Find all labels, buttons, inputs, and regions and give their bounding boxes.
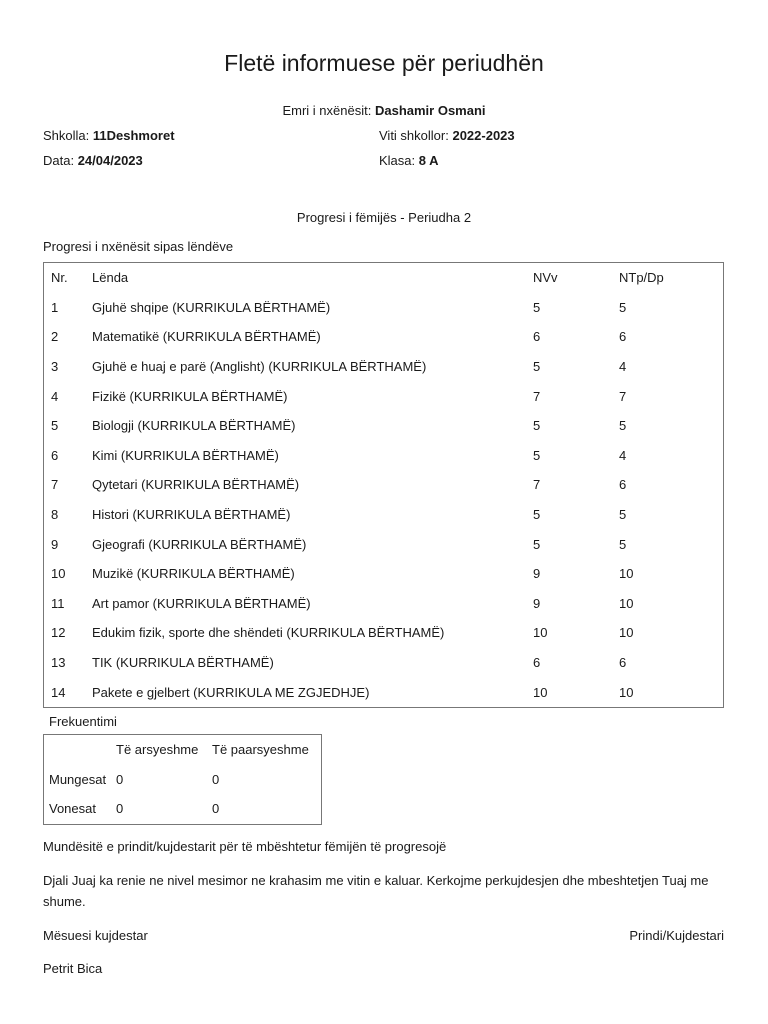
grade-row-subject: Qytetari (KURRIKULA BËRTHAMË) bbox=[92, 477, 300, 493]
grade-row-ntp: 10 bbox=[619, 595, 634, 611]
grade-row-number: 11 bbox=[51, 595, 65, 611]
grade-row-subject: Biologji (KURRIKULA BËRTHAMË) bbox=[92, 418, 296, 434]
grade-row-ntp: 6 bbox=[619, 655, 627, 671]
grades-row bbox=[44, 322, 724, 352]
attendance-header-row bbox=[44, 735, 322, 765]
school-year-value: 2022-2023 bbox=[452, 128, 515, 143]
grade-row-nvv: 5 bbox=[533, 536, 541, 552]
grade-row-nvv: 5 bbox=[533, 359, 541, 375]
grade-row-nvv: 5 bbox=[533, 299, 541, 315]
grades-row bbox=[44, 293, 724, 323]
grade-row-subject: Edukim fizik, sporte dhe shëndeti (KURRIKULA BËRTHAMË) bbox=[92, 625, 445, 641]
grades-row bbox=[44, 648, 724, 678]
grades-header-nr: Nr. bbox=[51, 270, 68, 286]
school-value: 11Deshmoret bbox=[92, 128, 175, 143]
grade-row-ntp: 4 bbox=[619, 359, 627, 375]
attendance-row-label: Mungesat bbox=[49, 771, 107, 787]
grade-row-number: 12 bbox=[51, 625, 66, 641]
grades-row bbox=[44, 500, 724, 530]
teacher-name: Petrit Bica bbox=[43, 961, 103, 976]
student-name-line bbox=[0, 103, 768, 118]
class-line bbox=[379, 153, 439, 168]
grade-row-number: 14 bbox=[51, 684, 66, 700]
grades-row bbox=[44, 441, 724, 471]
grade-row-nvv: 9 bbox=[533, 566, 541, 582]
grades-row bbox=[44, 411, 724, 441]
attendance-unjustified-value: 0 bbox=[212, 801, 220, 817]
grade-row-subject: Fizikë (KURRIKULA BËRTHAMË) bbox=[92, 388, 288, 404]
grades-row bbox=[44, 381, 724, 411]
school-line bbox=[43, 128, 175, 143]
date-value: 24/04/2023 bbox=[77, 153, 143, 168]
attendance-header-justified: Të arsyeshme bbox=[116, 742, 199, 758]
grade-row-number: 4 bbox=[51, 388, 59, 404]
grades-header-nvv: NVv bbox=[533, 270, 558, 286]
teacher-signature-label: Mësuesi kujdestar bbox=[43, 928, 148, 943]
parent-signature-label: Prindi/Kujdestari bbox=[629, 928, 724, 943]
grade-row-subject: Histori (KURRIKULA BËRTHAMË) bbox=[92, 507, 291, 523]
grade-row-nvv: 6 bbox=[533, 329, 541, 345]
grade-row-number: 13 bbox=[51, 655, 66, 671]
attendance-heading: Frekuentimi bbox=[49, 714, 117, 729]
grade-row-nvv: 10 bbox=[533, 625, 548, 641]
grades-row bbox=[44, 529, 724, 559]
grade-row-number: 5 bbox=[51, 418, 59, 434]
grade-row-nvv: 5 bbox=[533, 418, 541, 434]
grade-row-number: 1 bbox=[51, 299, 59, 315]
grades-header-subject: Lënda bbox=[92, 270, 129, 286]
grade-row-nvv: 7 bbox=[533, 388, 541, 404]
grades-row bbox=[44, 559, 724, 589]
grades-table bbox=[43, 262, 724, 708]
school-year-label: Viti shkollor: bbox=[379, 128, 449, 143]
grade-row-number: 10 bbox=[51, 566, 66, 582]
date-line bbox=[43, 153, 143, 168]
student-name-value: Dashamir Osmani bbox=[374, 103, 486, 118]
grades-row bbox=[44, 677, 724, 707]
grade-row-nvv: 10 bbox=[533, 684, 548, 700]
grade-row-ntp: 6 bbox=[619, 477, 627, 493]
attendance-justified-value: 0 bbox=[116, 801, 124, 817]
grade-row-nvv: 9 bbox=[533, 595, 541, 611]
grades-row bbox=[44, 352, 724, 382]
grades-header-ntp: NTp/Dp bbox=[619, 270, 664, 286]
grade-row-subject: Gjuhë shqipe (KURRIKULA BËRTHAMË) bbox=[92, 299, 331, 315]
grade-row-subject: Art pamor (KURRIKULA BËRTHAMË) bbox=[92, 595, 311, 611]
attendance-justified-value: 0 bbox=[116, 771, 124, 787]
school-label: Shkolla: bbox=[43, 128, 90, 143]
grade-row-ntp: 5 bbox=[619, 299, 627, 315]
grade-row-ntp: 5 bbox=[619, 507, 627, 523]
grade-row-subject: TIK (KURRIKULA BËRTHAMË) bbox=[92, 655, 274, 671]
grade-row-number: 8 bbox=[51, 507, 59, 523]
grade-row-subject: Muzikë (KURRIKULA BËRTHAMË) bbox=[92, 566, 295, 582]
grade-row-ntp: 10 bbox=[619, 566, 634, 582]
school-year-line bbox=[379, 128, 515, 143]
attendance-row-label: Vonesat bbox=[49, 801, 96, 817]
grade-row-nvv: 5 bbox=[533, 447, 541, 463]
grade-row-ntp: 6 bbox=[619, 329, 627, 345]
attendance-row bbox=[44, 794, 322, 824]
teacher-comment: Djali Juaj ka renie ne nivel mesimor ne krahasim me vitin e kaluar. Kerkojme perkujdesjen dhe mbeshtetjen Tuaj me shume. bbox=[43, 873, 709, 909]
grade-row-number: 9 bbox=[51, 536, 59, 552]
class-value: 8 A bbox=[418, 153, 439, 168]
grade-row-subject: Pakete e gjelbert (KURRIKULA ME ZGJEDHJE) bbox=[92, 684, 370, 700]
grade-row-subject: Kimi (KURRIKULA BËRTHAMË) bbox=[92, 447, 279, 463]
date-label: Data: bbox=[43, 153, 75, 168]
grade-row-subject: Gjuhë e huaj e parë (Anglisht) (KURRIKULA BËRTHAMË) bbox=[92, 359, 427, 375]
attendance-header-unjustified: Të paarsyeshme bbox=[212, 742, 309, 758]
grade-row-number: 7 bbox=[51, 477, 59, 493]
attendance-row bbox=[44, 765, 322, 795]
grade-row-ntp: 5 bbox=[619, 418, 627, 434]
grade-row-ntp: 4 bbox=[619, 447, 627, 463]
grades-header-row bbox=[44, 263, 724, 293]
grade-row-subject: Matematikë (KURRIKULA BËRTHAMË) bbox=[92, 329, 321, 345]
grade-row-subject: Gjeografi (KURRIKULA BËRTHAMË) bbox=[92, 536, 307, 552]
subjects-heading: Progresi i nxënësit sipas lëndëve bbox=[43, 239, 234, 254]
grade-row-nvv: 5 bbox=[533, 507, 541, 523]
grades-row bbox=[44, 589, 724, 619]
parent-opportunities-heading: Mundësitë e prindit/kujdestarit për të mbështetur fëmijën të progresojë bbox=[43, 839, 447, 854]
grade-row-nvv: 6 bbox=[533, 655, 541, 671]
grades-row bbox=[44, 470, 724, 500]
grade-row-ntp: 10 bbox=[619, 625, 634, 641]
attendance-table bbox=[43, 734, 322, 825]
progress-heading: Progresi i fëmijës - Periudha 2 bbox=[296, 210, 472, 225]
attendance-header-blank bbox=[44, 735, 117, 765]
class-label: Klasa: bbox=[379, 153, 416, 168]
grade-row-ntp: 7 bbox=[619, 388, 627, 404]
grade-row-ntp: 5 bbox=[619, 536, 627, 552]
student-name-label: Emri i nxënësit: bbox=[282, 103, 372, 118]
grade-row-ntp: 10 bbox=[619, 684, 634, 700]
grade-row-number: 3 bbox=[51, 359, 59, 375]
page-title: Fletë informuese për periudhën bbox=[224, 50, 544, 76]
attendance-unjustified-value: 0 bbox=[212, 771, 220, 787]
grades-row bbox=[44, 618, 724, 648]
grade-row-nvv: 7 bbox=[533, 477, 541, 493]
grade-row-number: 2 bbox=[51, 329, 59, 345]
grade-row-number: 6 bbox=[51, 447, 59, 463]
